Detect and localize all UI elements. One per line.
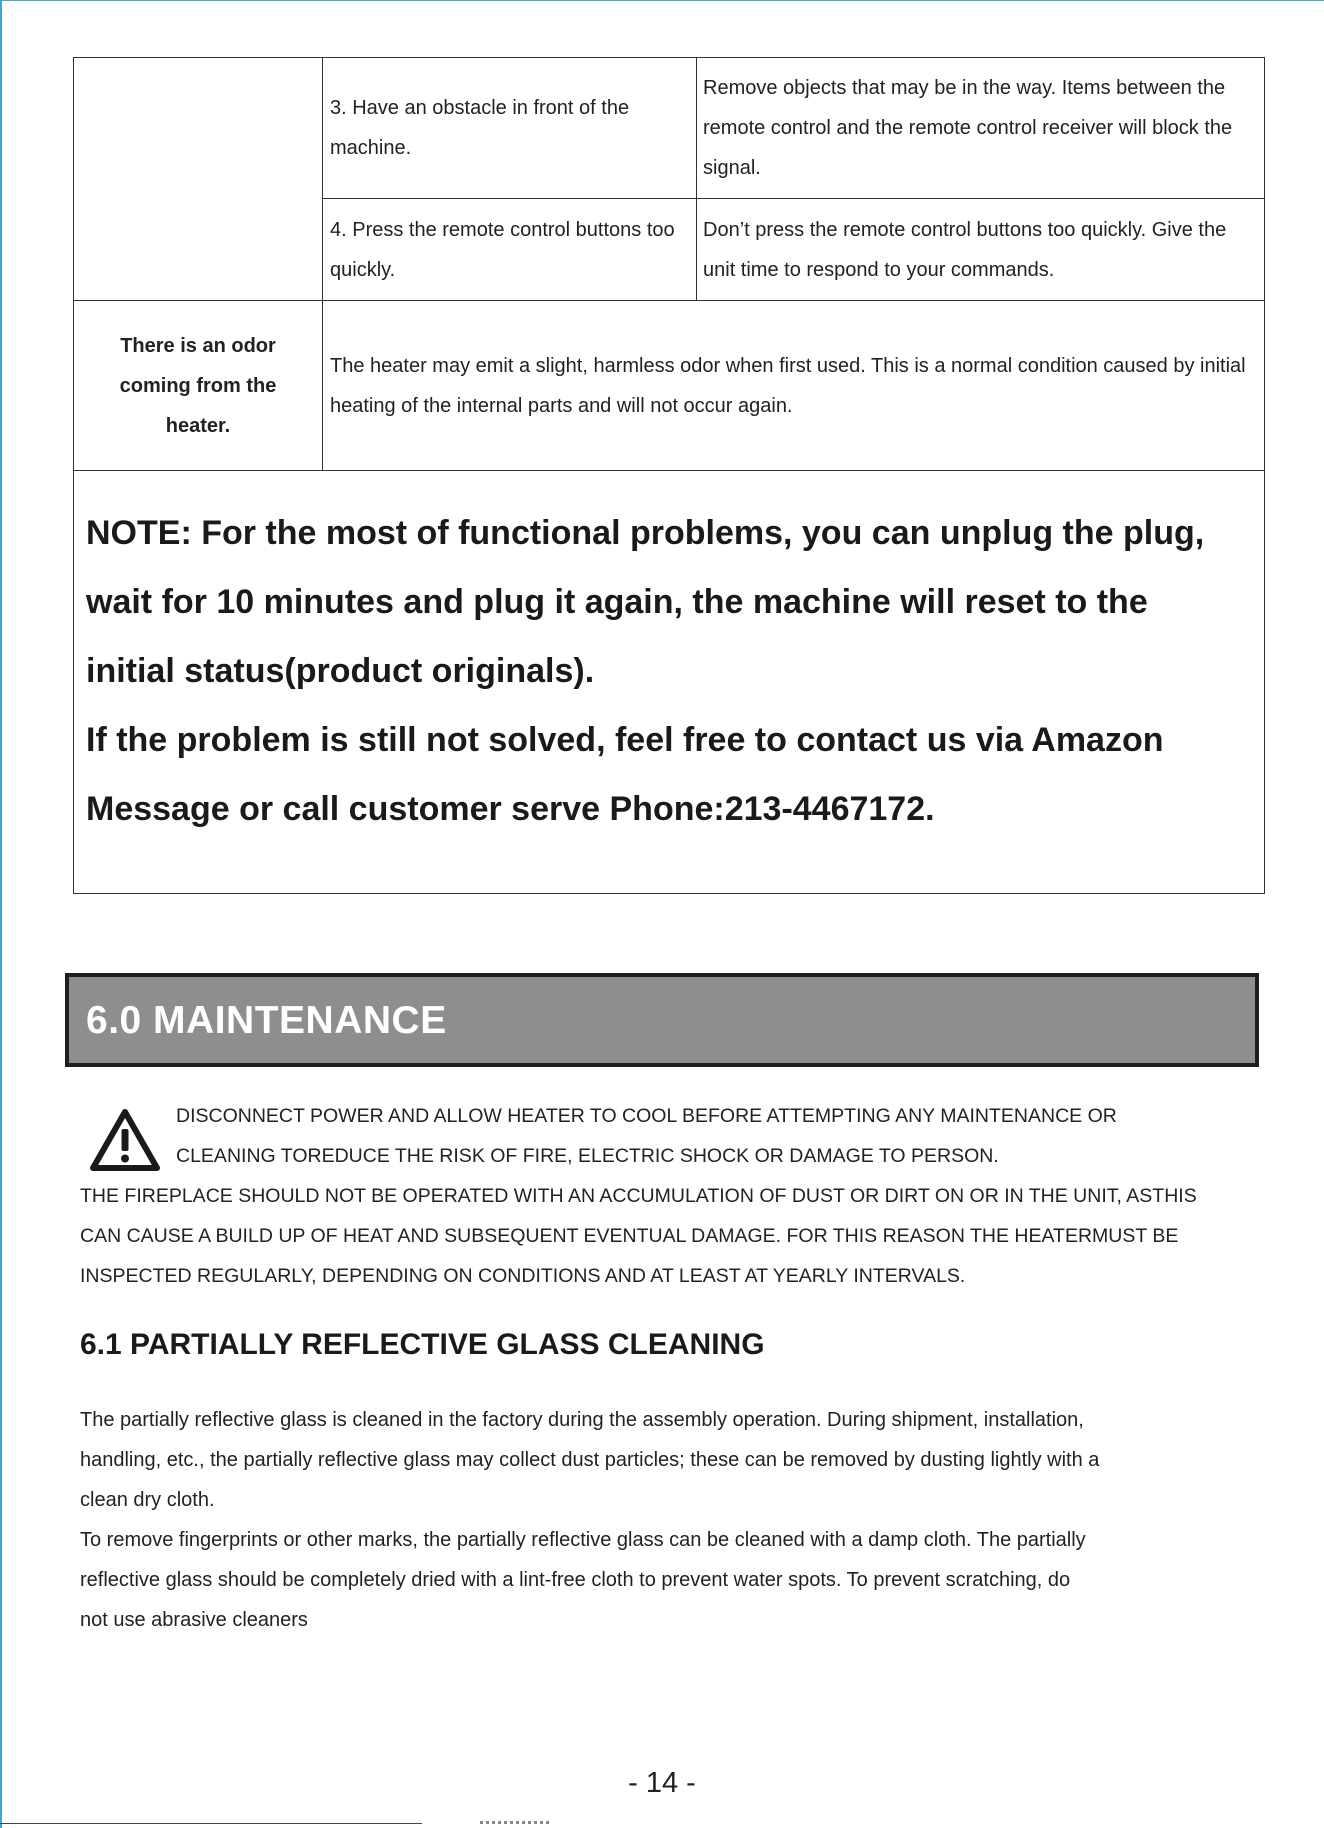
paragraph-line: clean dry cloth. bbox=[80, 1489, 215, 1511]
footer-mark bbox=[480, 1821, 550, 1824]
page-number: - 14 - bbox=[628, 1767, 696, 1799]
maintenance-text-line: CAN CAUSE A BUILD UP OF HEAT AND SUBSEQUENT EVENTUAL DAMAGE. FOR THIS REASON THE HEATERMUST BE bbox=[80, 1225, 1179, 1247]
odor-description-cell: The heater may emit a slight, harmless odor when first used. This is a normal condition caused by initial heating of the internal parts and will not occur again. bbox=[323, 301, 1265, 471]
paragraph-line: handling, etc., the partially reflective glass may collect dust particles; these can be removed by dusting lightly with a bbox=[80, 1449, 1100, 1471]
paragraph-line: not use abrasive cleaners bbox=[80, 1609, 308, 1631]
table-row bbox=[74, 58, 1265, 199]
note-line: wait for 10 minutes and plug it again, the machine will reset to the bbox=[86, 583, 1148, 621]
note-line: If the problem is still not solved, feel free to contact us via Amazon bbox=[86, 721, 1164, 759]
cause-cell: 4. Press the remote control buttons too quickly. bbox=[323, 199, 697, 301]
paragraph-line: The partially reflective glass is cleaned in the factory during the assembly operation. During shipment, installation, bbox=[80, 1409, 1084, 1431]
note-row bbox=[74, 471, 1265, 894]
maintenance-text-line: INSPECTED REGULARLY, DEPENDING ON CONDITIONS AND AT LEAST AT YEARLY INTERVALS. bbox=[80, 1265, 966, 1287]
problem-cell-empty bbox=[74, 58, 323, 301]
maintenance-text-line: THE FIREPLACE SHOULD NOT BE OPERATED WITH AN ACCUMULATION OF DUST OR DIRT ON OR IN THE UNIT, ASTHIS bbox=[80, 1185, 1197, 1207]
note-line: initial status(product originals). bbox=[86, 652, 595, 690]
glass-cleaning-heading: 6.1 PARTIALLY REFLECTIVE GLASS CLEANING bbox=[80, 1328, 765, 1361]
solution-cell: Remove objects that may be in the way. Items between the remote control and the remote control receiver will block the signal. bbox=[697, 58, 1265, 199]
warning-line: CLEANING TOREDUCE THE RISK OF FIRE, ELECTRIC SHOCK OR DAMAGE TO PERSON. bbox=[176, 1145, 999, 1167]
page-edge-left bbox=[0, 0, 2, 1828]
paragraph-line: reflective glass should be completely dried with a lint-free cloth to prevent water spots. To prevent scratching, do bbox=[80, 1569, 1071, 1591]
solution-cell: Don’t press the remote control buttons too quickly. Give the unit time to respond to your commands. bbox=[697, 199, 1265, 301]
warning-line: DISCONNECT POWER AND ALLOW HEATER TO COOL BEFORE ATTEMPTING ANY MAINTENANCE OR bbox=[176, 1105, 1117, 1127]
note-cell bbox=[74, 471, 1265, 894]
table-row bbox=[74, 301, 1265, 471]
note-line: Message or call customer serve Phone:213-4467172. bbox=[86, 790, 935, 828]
maintenance-section-header bbox=[65, 973, 1259, 1067]
cause-cell: 3. Have an obstacle in front of the machine. bbox=[323, 58, 697, 199]
troubleshooting-table bbox=[73, 57, 1265, 894]
note-line: NOTE: For the most of functional problems, you can unplug the plug, bbox=[86, 514, 1205, 552]
footer-rule bbox=[0, 1823, 422, 1824]
paragraph-line: To remove fingerprints or other marks, the partially reflective glass can be cleaned with a damp cloth. The partially bbox=[80, 1529, 1086, 1551]
page-edge-top bbox=[0, 0, 1324, 1]
odor-problem-cell: There is an odor coming from the heater. bbox=[74, 301, 323, 471]
maintenance-heading: 6.0 MAINTENANCE bbox=[86, 999, 447, 1042]
warning-triangle-icon bbox=[89, 1107, 161, 1173]
